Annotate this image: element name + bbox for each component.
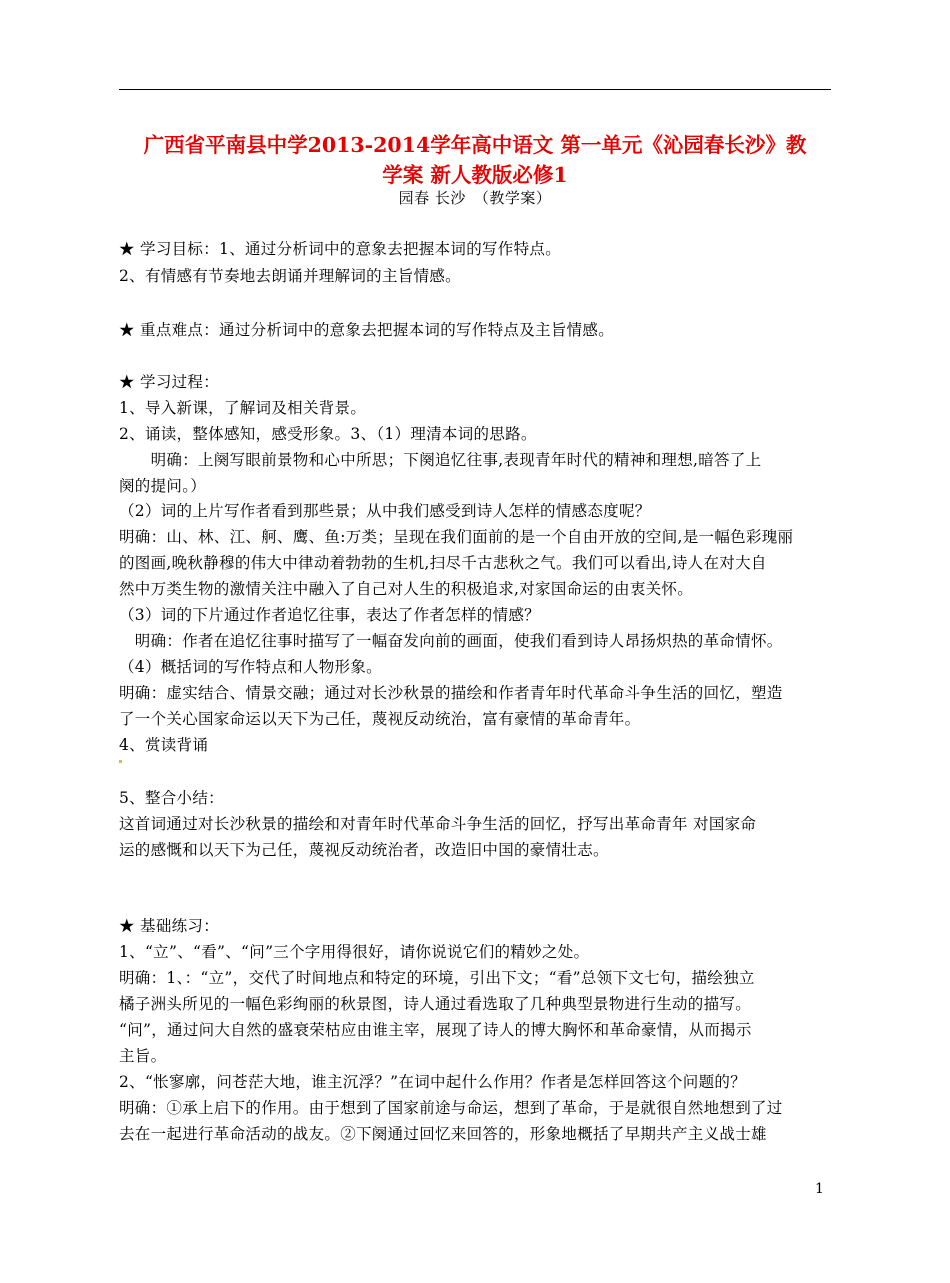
body-line: 5、整合小结： (119, 789, 224, 807)
page-number: 1 (815, 1181, 824, 1197)
document-title (110, 130, 840, 190)
title-line-1: 广西省平南县中学2013-2014学年高中语文 第一单元《沁园春长沙》教 (143, 133, 807, 157)
body-line: 2、“怅寥廓，问苍茫大地，谁主沉浮？”在词中起什么作用？作者是怎样回答这个问题的？ (119, 1073, 747, 1091)
body-line: 橘子洲头所见的一幅色彩绚丽的秋景图，诗人通过看选取了几种典型景物进行生动的描写。 (119, 995, 752, 1013)
body-line: 明确：1、：“立”，交代了时间地点和特定的环境，引出下文；“看”总领下文七句，描绘独立 (119, 969, 755, 987)
body-line: ★ 学习过程： (119, 373, 220, 391)
body-line: 主旨。 (119, 1047, 167, 1065)
body-line: （2）词的上片写作者看到那些景；从中我们感受到诗人怎样的情感态度呢？ (119, 502, 651, 520)
body-line: 明确：山、林、江、舸、鹰、鱼:万类；呈现在我们面前的是一个自由开放的空间,是一幅色彩瑰丽 (119, 528, 794, 546)
body-line: 2、诵读，整体感知，感受形象。3、（1）理清本词的思路。 (119, 425, 537, 443)
scan-speck (119, 760, 122, 763)
body-line: 明确：虚实结合、情景交融；通过对长沙秋景的描绘和作者青年时代革命斗争生活的回忆，塑造 (119, 684, 783, 702)
title-line-2: 学案 新人教版必修1 (382, 163, 568, 187)
body-line: 这首词通过对长沙秋景的描绘和对青年时代革命斗争生活的回忆，抒写出革命青年 对国家命 (119, 815, 757, 833)
body-line: “问”，通过问大自然的盛衰荣枯应由谁主宰，展现了诗人的博大胸怀和革命豪情，从而揭示 (119, 1021, 752, 1039)
body-line: 明确：上阕写眼前景物和心中所思；下阕追忆往事,表现青年时代的精神和理想,暗答了上 (119, 451, 762, 469)
body-line: 明确：①承上启下的作用。由于想到了国家前途与命运，想到了革命，于是就很自然地想到了过 (119, 1099, 783, 1117)
body-line: 1、导入新课，了解词及相关背景。 (119, 399, 367, 417)
body-line: 4、赏读背诵 (119, 736, 209, 754)
body-line: ★ 基础练习： (119, 917, 220, 935)
body-line: 的图画,晚秋静穆的伟大中律动着勃勃的生机,扫尽千古悲秋之气。我们可以看出,诗人在对大自 (119, 554, 767, 572)
header-rule (119, 89, 831, 90)
body-line: 然中万类生物的激情关注中融入了自己对人生的积极追求,对家国命运的由衷关怀。 (119, 580, 694, 598)
body-line: 明确：作者在追忆往事时描写了一幅奋发向前的画面，使我们看到诗人昂扬炽热的革命情怀。 (119, 632, 783, 650)
body-line: ★ 重点难点：通过分析词中的意象去把握本词的写作特点及主旨情感。 (119, 321, 615, 339)
body-line: 运的感慨和以天下为己任，蔑视反动统治者，改造旧中国的豪情壮志。 (119, 841, 609, 859)
document-subtitle: 园春 长沙 （教学案） (398, 189, 552, 207)
body-line: 了一个关心国家命运以天下为己任，蔑视反动统治，富有豪情的革命青年。 (119, 710, 641, 728)
body-line: 1、“立”、“看”、“问”三个字用得很好，请你说说它们的精妙之处。 (119, 943, 590, 961)
body-line: 阕的提问。） (119, 477, 207, 495)
body-line: 2、有情感有节奏地去朗诵并理解词的主旨情感。 (119, 267, 461, 285)
body-line: （4）概括词的写作特点和人物形象。 (119, 658, 382, 676)
body-line: ★ 学习目标：1、通过分析词中的意象去把握本词的写作特点。 (119, 240, 561, 258)
body-line: 去在一起进行革命活动的战友。②下阕通过回忆来回答的，形象地概括了早期共产主义战士雄 (119, 1125, 767, 1143)
body-line: （3）词的下片通过作者追忆往事，表达了作者怎样的情感？ (119, 606, 540, 624)
